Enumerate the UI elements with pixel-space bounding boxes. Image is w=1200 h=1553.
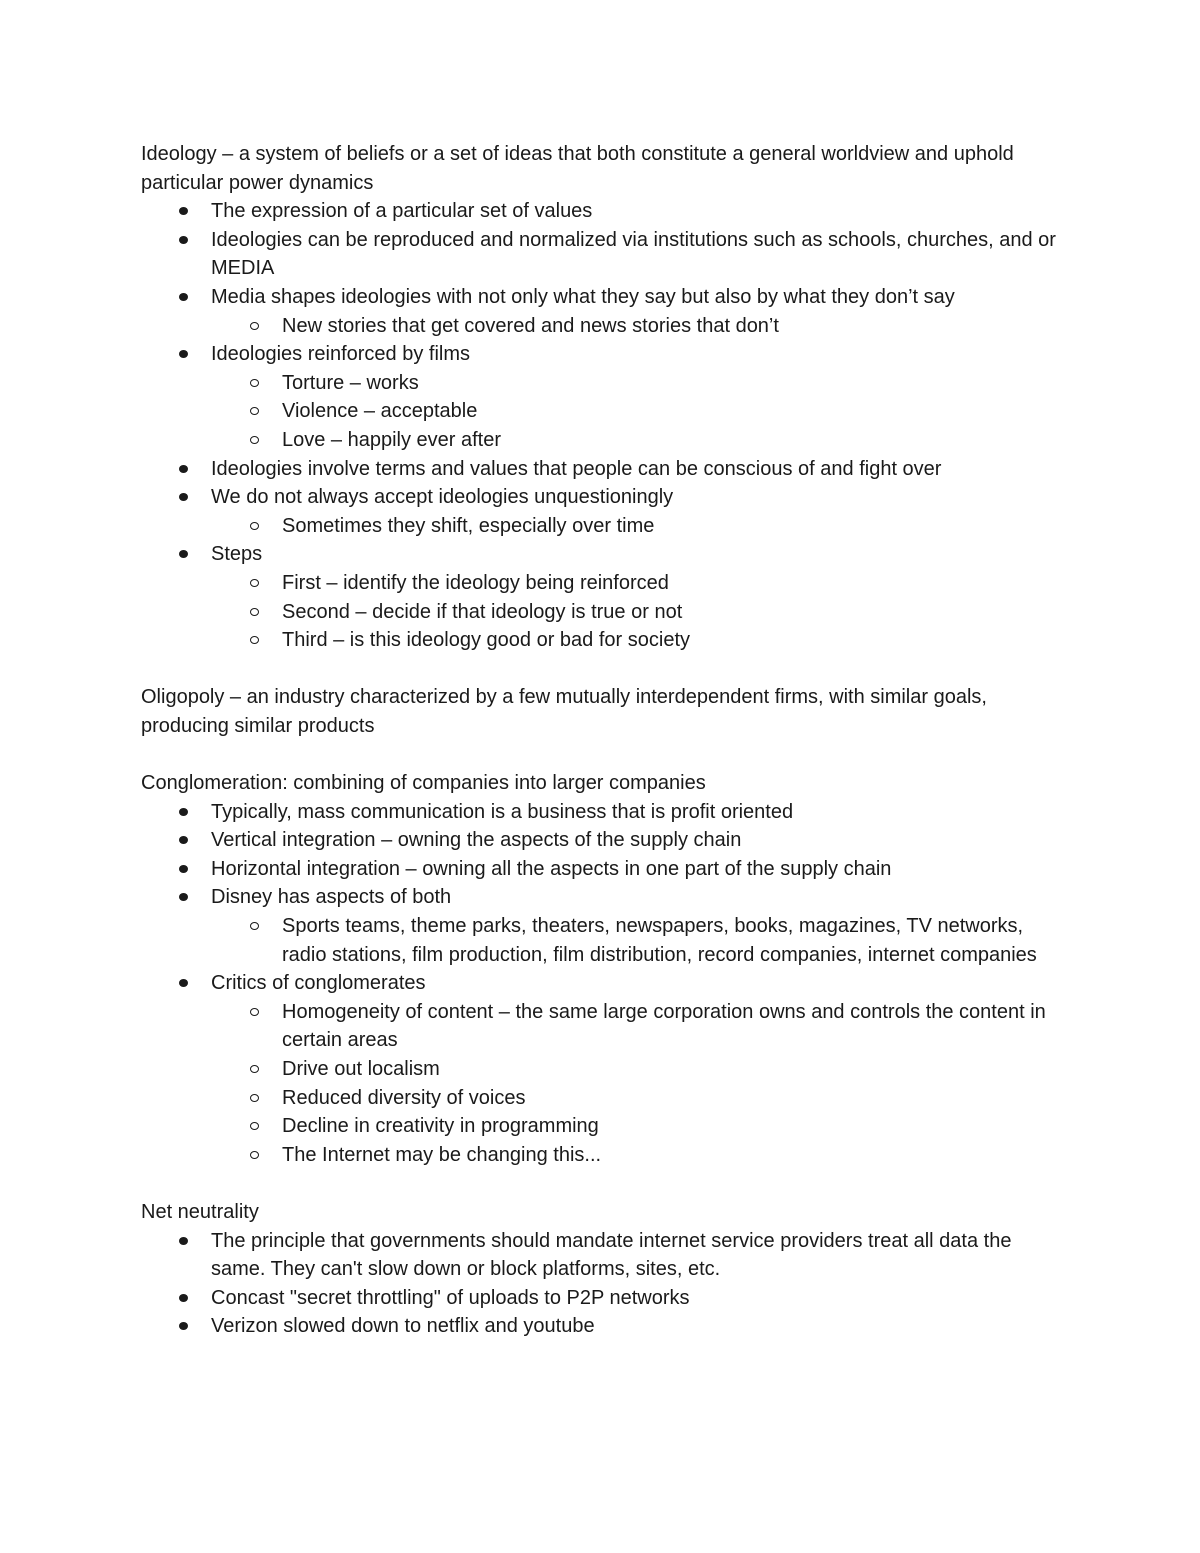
list-item: [141, 226, 1071, 283]
section-heading: Conglomeration: combining of companies into larger companies: [141, 772, 706, 795]
sub-list-item: [141, 1055, 1071, 1084]
sub-list-item: [141, 626, 1071, 655]
filled-bullet-icon: [179, 865, 188, 873]
list-item: [141, 1312, 1071, 1341]
filled-bullet-icon: [179, 236, 188, 244]
paragraph-spacer: [141, 740, 1071, 769]
filled-bullet-icon: [179, 350, 188, 358]
filled-bullet-icon: [179, 207, 188, 215]
sub-list-item: [141, 426, 1071, 455]
filled-bullet-icon: [179, 979, 188, 987]
sub-list-item: [141, 1112, 1071, 1141]
filled-bullet-icon: [179, 493, 188, 501]
hollow-bullet-icon: [250, 1008, 259, 1016]
hollow-bullet-icon: [250, 407, 259, 415]
sub-list-item-text: Drive out localism: [282, 1058, 440, 1080]
list-item-text: Critics of conglomerates: [211, 972, 426, 995]
list-item: [141, 483, 1071, 512]
list-item: [141, 798, 1071, 827]
sub-list-item: [141, 312, 1071, 341]
hollow-bullet-icon: [250, 379, 259, 387]
filled-bullet-icon: [179, 1322, 188, 1330]
sub-list-item: [141, 598, 1071, 627]
section-heading: Oligopoly – an industry characterized by a few mutually interdependent firms, with similar goals, producing similar products: [141, 686, 987, 737]
list-item-text: We do not always accept ideologies unquestioningly: [211, 486, 674, 509]
section-heading: Ideology – a system of beliefs or a set of ideas that both constitute a general worldview and uphold particular power dynamics: [141, 143, 1014, 194]
list-item-text: Horizontal integration – owning all the aspects in one part of the supply chain: [211, 857, 892, 880]
sub-list-item-text: The Internet may be changing this...: [282, 1143, 602, 1166]
section-oligopoly: [141, 683, 1071, 740]
sub-list-item-text: Sports teams, theme parks, theaters, newspapers, books, magazines, TV networks, radio stations, film production, film distribution, record companies, internet companies: [282, 915, 1037, 966]
hollow-bullet-icon: [250, 522, 259, 530]
list-item: [141, 883, 1071, 912]
list-item-text: Ideologies involve terms and values that people can be conscious of and fight over: [211, 457, 942, 480]
list-item-text: Vertical integration – owning the aspects of the supply chain: [211, 829, 742, 852]
hollow-bullet-icon: [250, 922, 259, 930]
hollow-bullet-icon: [250, 608, 259, 616]
filled-bullet-icon: [179, 808, 188, 816]
document-body: [141, 140, 1071, 1341]
sub-list-item: [141, 912, 1071, 969]
list-item: [141, 197, 1071, 226]
list-item: [141, 455, 1071, 484]
list-item-text: Concast "secret throttling" of uploads to P2P networks: [211, 1286, 690, 1309]
paragraph-spacer: [141, 1169, 1071, 1198]
sub-list-item: [141, 512, 1071, 541]
sub-list-item-text: Second – decide if that ideology is true or not: [282, 600, 683, 623]
sub-list-item-text: Decline in creativity in programming: [282, 1115, 599, 1138]
list-item-text: Verizon slowed down to netflix and youtube: [211, 1315, 595, 1338]
sub-list-item: [141, 369, 1071, 398]
list-item-text: Steps: [211, 543, 263, 566]
hollow-bullet-icon: [250, 579, 259, 587]
list-item-text: Ideologies can be reproduced and normalized via institutions such as schools, churches, and or MEDIA: [211, 228, 1056, 280]
list-item-text: Typically, mass communication is a business that is profit oriented: [211, 800, 794, 823]
sub-list-item-text: New stories that get covered and news stories that don’t: [282, 314, 779, 337]
section-conglomeration: [141, 769, 1071, 1169]
list-item: [141, 855, 1071, 884]
bullet-list: [141, 798, 1071, 1170]
list-item-text: Disney has aspects of both: [211, 886, 452, 909]
bullet-list: [141, 197, 1071, 655]
filled-bullet-icon: [179, 836, 188, 844]
list-item: [141, 540, 1071, 569]
filled-bullet-icon: [179, 893, 188, 901]
sub-list-item: [141, 1141, 1071, 1170]
list-item: [141, 1227, 1071, 1284]
list-item: [141, 283, 1071, 312]
sub-list-item: [141, 569, 1071, 598]
sub-list-item-text: Homogeneity of content – the same large corporation owns and controls the content in certain areas: [282, 1000, 1046, 1052]
list-item: [141, 969, 1071, 998]
filled-bullet-icon: [179, 1294, 188, 1302]
list-item-text: Media shapes ideologies with not only what they say but also by what they don’t say: [211, 285, 955, 308]
filled-bullet-icon: [179, 293, 188, 301]
filled-bullet-icon: [179, 465, 188, 473]
section-net-neutrality: [141, 1198, 1071, 1341]
list-item: [141, 1284, 1071, 1313]
list-item-text: Ideologies reinforced by films: [211, 343, 471, 366]
sub-list-item-text: Violence – acceptable: [282, 400, 478, 423]
bullet-list: [141, 1227, 1071, 1341]
hollow-bullet-icon: [250, 322, 259, 330]
filled-bullet-icon: [179, 1237, 188, 1245]
hollow-bullet-icon: [250, 1094, 259, 1102]
list-item: [141, 826, 1071, 855]
sub-list-item-text: Sometimes they shift, especially over time: [282, 514, 655, 537]
list-item-text: The expression of a particular set of values: [211, 200, 593, 223]
sub-list-item-text: Torture – works: [282, 371, 419, 394]
section-heading: Net neutrality: [141, 1200, 259, 1223]
section-ideology: [141, 140, 1071, 655]
sub-list-item: [141, 1084, 1071, 1113]
paragraph-spacer: [141, 655, 1071, 684]
sub-list-item-text: Love – happily ever after: [282, 428, 502, 451]
sub-list-item-text: Reduced diversity of voices: [282, 1086, 526, 1109]
sub-list-item: [141, 998, 1071, 1055]
hollow-bullet-icon: [250, 1151, 259, 1159]
hollow-bullet-icon: [250, 1122, 259, 1130]
hollow-bullet-icon: [250, 636, 259, 644]
sub-list-item: [141, 397, 1071, 426]
hollow-bullet-icon: [250, 1065, 259, 1073]
filled-bullet-icon: [179, 550, 188, 558]
list-item-text: The principle that governments should mandate internet service providers treat all data the same. They can't slow down or block platforms, sites, etc.: [211, 1229, 1012, 1281]
sub-list-item-text: First – identify the ideology being reinforced: [282, 571, 669, 594]
list-item: [141, 340, 1071, 369]
sub-list-item-text: Third – is this ideology good or bad for society: [282, 629, 690, 652]
hollow-bullet-icon: [250, 436, 259, 444]
